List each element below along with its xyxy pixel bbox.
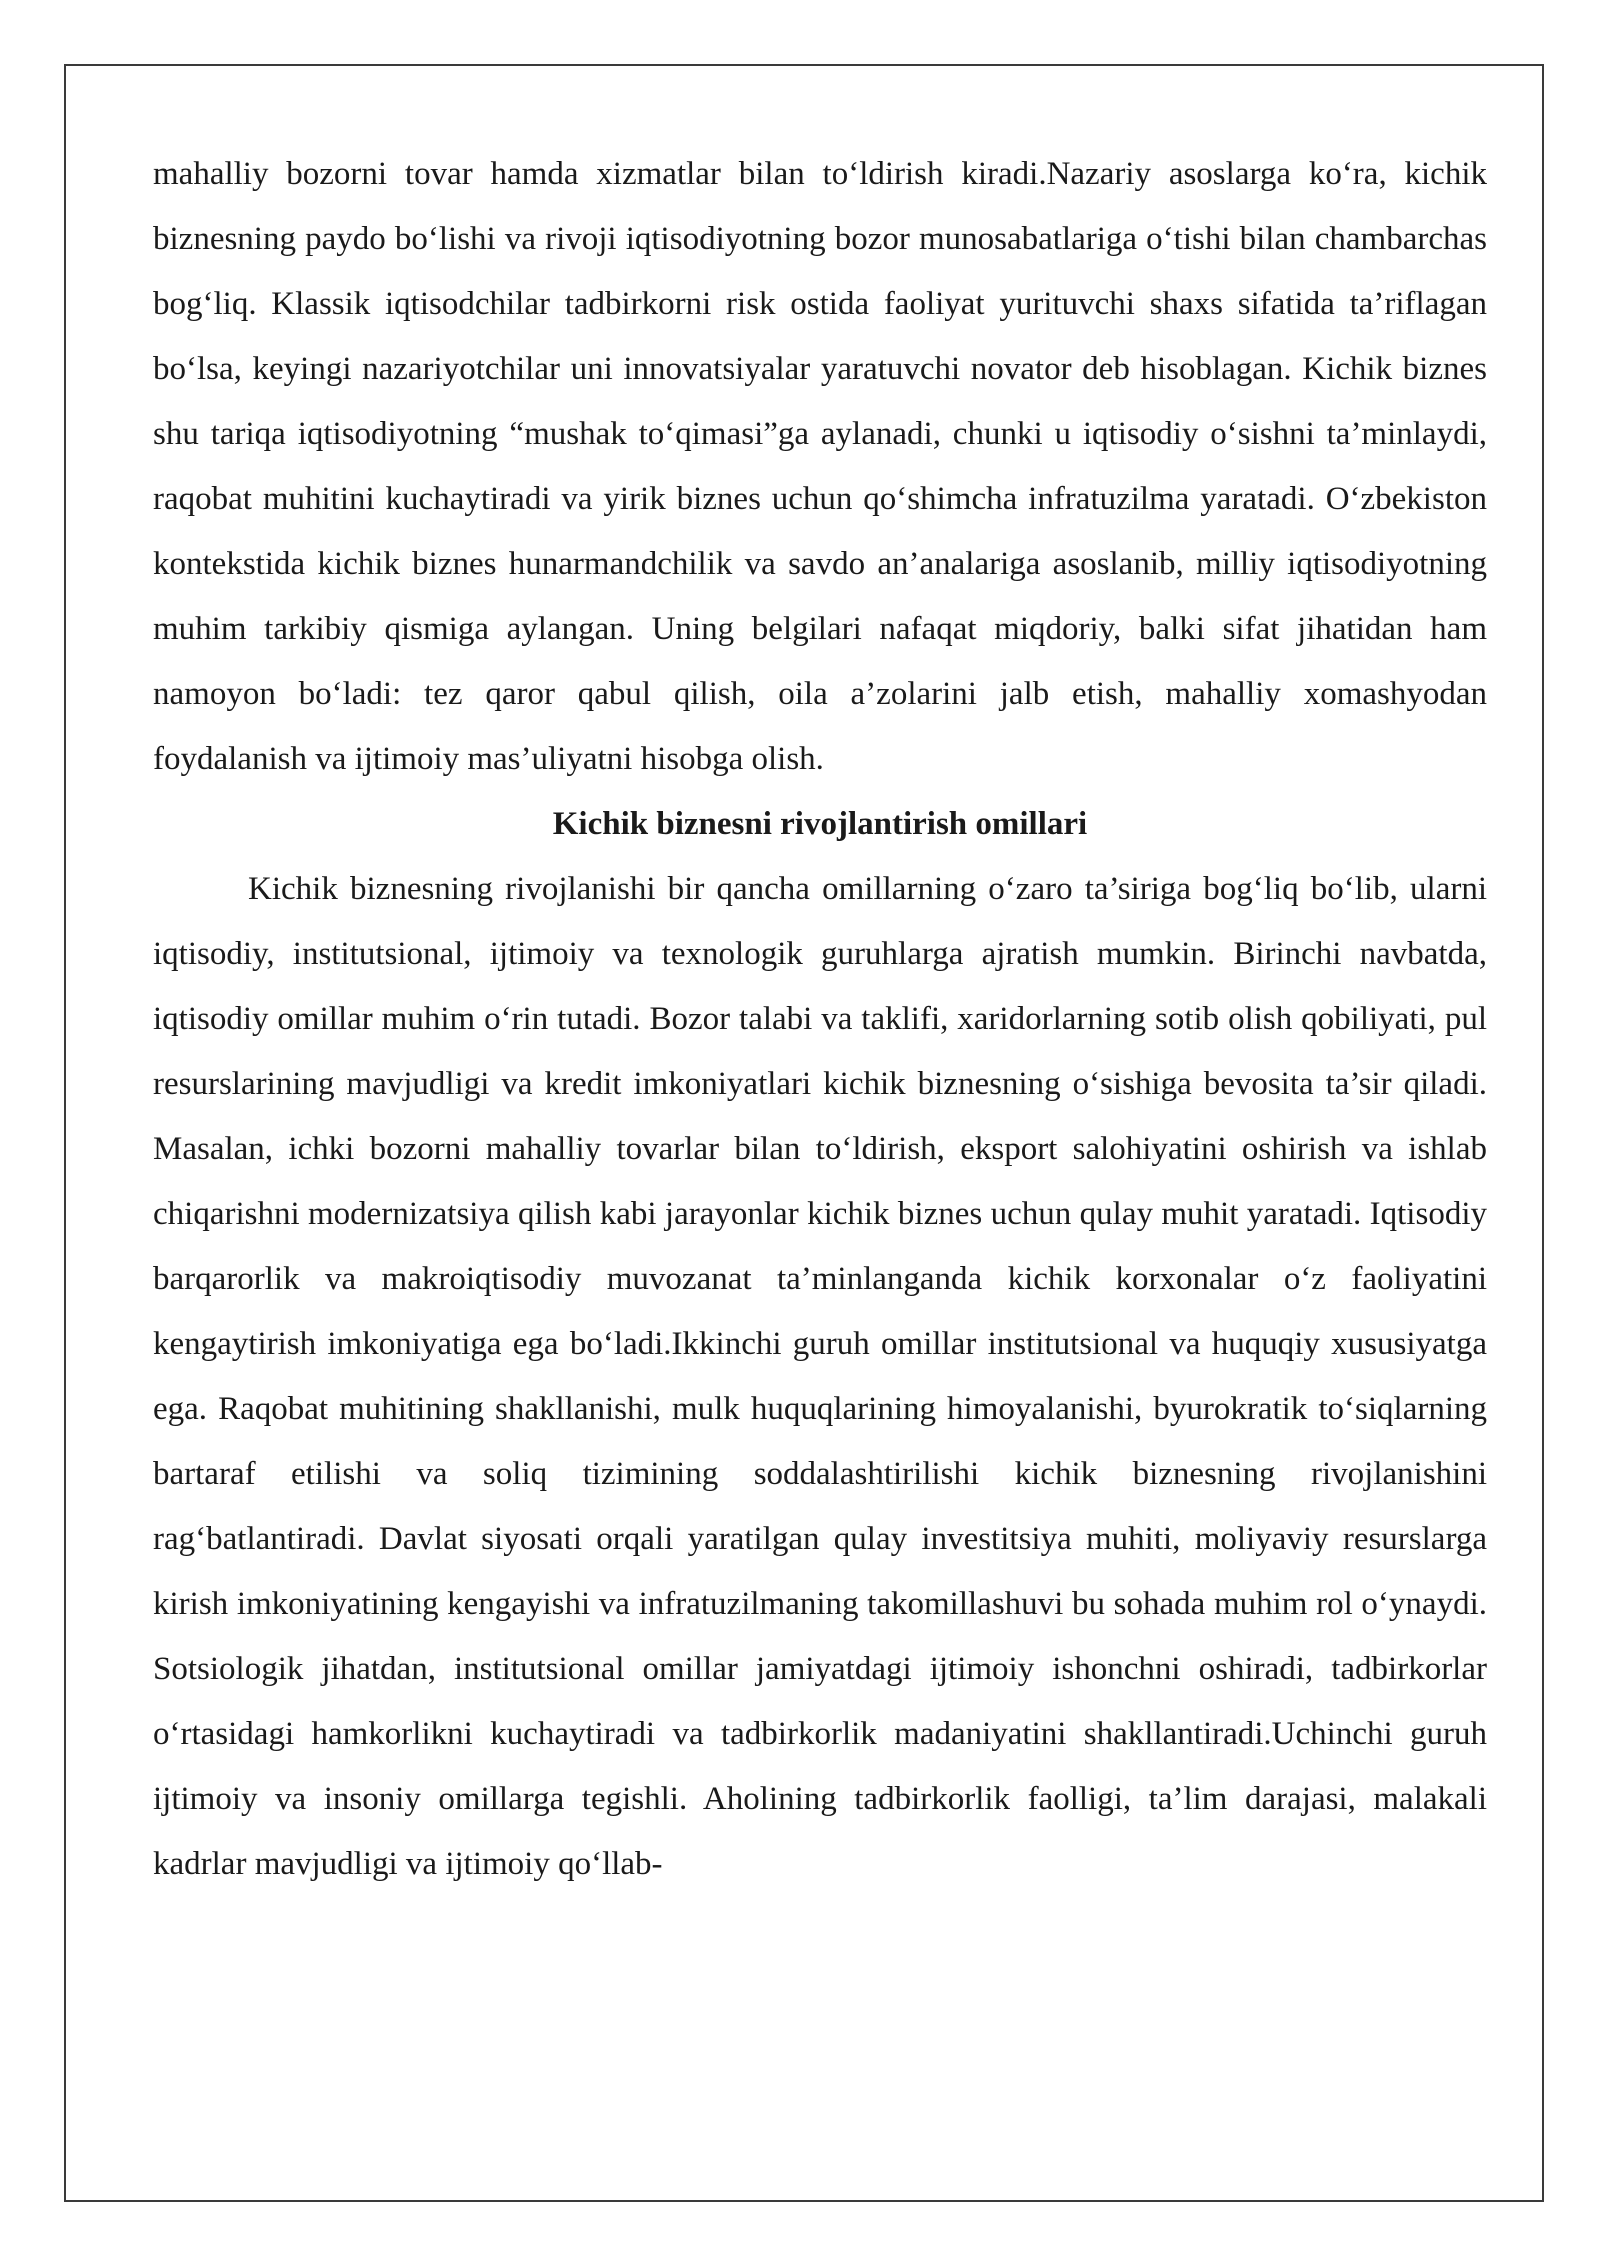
body-paragraph-1: mahalliy bozorni tovar hamda xizmatlar bilan to‘ldirish kiradi.Nazariy asoslarga ko‘ra, kichik biznesning paydo bo‘lishi va rivoji iqtisodiyotning bozor munosabatlariga o‘tishi bilan chambarchas bog‘liq. Klassik iqtisodchilar tadbirkorni risk ostida faoliyat yurituvchi shaxs sifatida ta’riflagan bo‘lsa, keyingi nazariyotchilar uni innovatsiyalar yaratuvchi novator deb hisoblagan. Kichik biznes shu tariqa iqtisodiyotning “mushak to‘qimasi”ga aylanadi, chunki u iqtisodiy o‘sishni ta’minlaydi, raqobat muhitini kuchaytiradi va yirik biznes uchun qo‘shimcha infratuzilma yaratadi. O‘zbekiston kontekstida kichik biznes hunarmandchilik va savdo an’analariga asoslanib, milliy iqtisodiyotning muhim tarkibiy qismiga aylangan. Uning belgilari nafaqat miqdoriy, balki sifat jihatidan ham namoyon bo‘ladi: tez qaror qabul qilish, oila a’zolarini jalb etish, mahalliy xomashyodan foydalanish va ijtimoiy mas’uliyatni hisobga olish. <box>153 156 1487 777</box>
body-paragraph-2: Kichik biznesning rivojlanishi bir qancha omillarning o‘zaro ta’siriga bog‘liq bo‘lib, ularni iqtisodiy, institutsional, ijtimoiy va texnologik guruhlarga ajratish mumkin. Birinchi navbatda, iqtisodiy omillar muhim o‘rin tutadi. Bozor talabi va taklifi, xaridorlarning sotib olish qobiliyati, pul resurslarining mavjudligi va kredit imkoniyatlari kichik biznesning o‘sishiga bevosita ta’sir qiladi. Masalan, ichki bozorni mahalliy tovarlar bilan to‘ldirish, eksport salohiyatini oshirish va ishlab chiqarishni modernizatsiya qilish kabi jarayonlar kichik biznes uchun qulay muhit yaratadi. Iqtisodiy barqarorlik va makroiqtisodiy muvozanat ta’minlanganda kichik korxonalar o‘z faoliyatini kengaytirish imkoniyatiga ega bo‘ladi.Ikkinchi guruh omillar institutsional va huquqiy xususiyatga ega. Raqobat muhitining shakllanishi, mulk huquqlarining himoyalanishi, byurokratik to‘siqlarning bartaraf etilishi va soliq tizimining soddalashtirilishi kichik biznesning rivojlanishini rag‘batlantiradi. Davlat siyosati orqali yaratilgan qulay investitsiya muhiti, moliyaviy resurslarga kirish imkoniyatining kengayishi va infratuzilmaning takomillashuvi bu sohada muhim rol o‘ynaydi. Sotsiologik jihatdan, institutsional omillar jamiyatdagi ijtimoiy ishonchni oshiradi, tadbirkorlar o‘rtasidagi hamkorlikni kuchaytiradi va tadbirkorlik madaniyatini shakllantiradi.Uchinchi guruh ijtimoiy va insoniy omillarga tegishli. Aholining tadbirkorlik faolligi, ta’lim darajasi, malakali kadrlar mavjudligi va ijtimoiy qo‘llab- <box>153 871 1487 1882</box>
document-body <box>153 142 1487 1897</box>
section-heading: Kichik biznesni rivojlantirish omillari <box>552 806 1088 842</box>
